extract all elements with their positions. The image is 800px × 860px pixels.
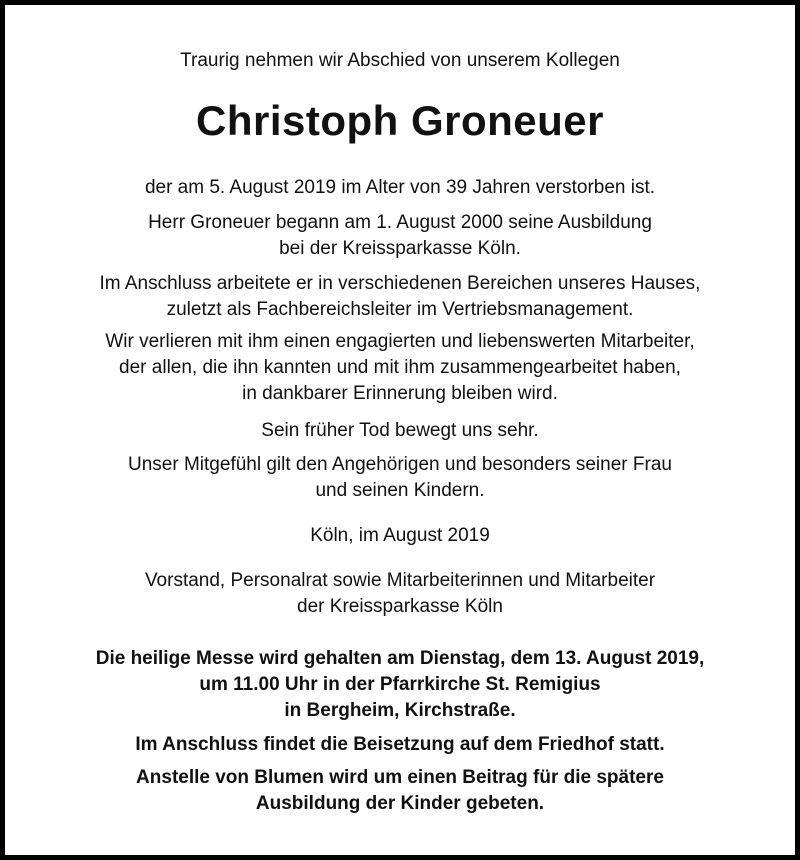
text-line: Sein früher Tod bewegt uns sehr. <box>261 420 539 441</box>
text-line: in dankbarer Erinnerung bleiben wird. <box>242 383 558 404</box>
text-line: der allen, die ihn kannten und mit ihm zusammengearbeitet haben, <box>119 357 681 378</box>
paragraph-condolence <box>20 452 780 504</box>
text-line: in Bergheim, Kirchstraße. <box>284 700 516 721</box>
text-line: bei der Kreissparkasse Köln. <box>279 238 521 259</box>
text-line: Im Anschluss arbeitete er in verschiedenen Bereichen unseres Hauses, <box>99 273 701 294</box>
text-line: Unser Mitgefühl gilt den Angehörigen und besonders seiner Frau <box>128 454 672 475</box>
text-line: Die heilige Messe wird gehalten am Dienstag, dem 13. August 2019, <box>95 648 705 669</box>
service-details <box>20 646 780 724</box>
signature <box>20 568 780 620</box>
paragraph-career-start <box>20 210 780 262</box>
text-line: Im Anschluss findet die Beisetzung auf dem Friedhof statt. <box>135 734 665 755</box>
paragraph-grief <box>20 418 780 444</box>
intro-line: Traurig nehmen wir Abschied von unserem Kollegen <box>180 50 620 71</box>
paragraph-career <box>20 271 780 323</box>
place-date <box>20 523 780 549</box>
burial-note <box>20 732 780 758</box>
text-line: der Kreissparkasse Köln <box>297 596 503 617</box>
text-line: Wir verlieren mit ihm einen engagierten und liebenswerten Mitarbeiter, <box>105 331 695 352</box>
text-line: Köln, im August 2019 <box>310 525 490 546</box>
text-line: um 11.00 Uhr in der Pfarrkirche St. Remigius <box>199 674 601 695</box>
text-line: Ausbildung der Kinder gebeten. <box>255 793 545 814</box>
deceased-name: Christoph Groneuer <box>195 97 605 144</box>
text-line: Anstelle von Blumen wird um einen Beitrag für die spätere <box>136 767 664 788</box>
paragraph-death-date <box>20 175 780 201</box>
paragraph-remembrance <box>20 329 780 407</box>
text-line: zuletzt als Fachbereichsleiter im Vertriebsmanagement. <box>166 299 634 320</box>
text-line: der am 5. August 2019 im Alter von 39 Jahren verstorben ist. <box>144 177 656 198</box>
text-line: Vorstand, Personalrat sowie Mitarbeiterinnen und Mitarbeiter <box>144 570 656 591</box>
text-line: Herr Groneuer begann am 1. August 2000 seine Ausbildung <box>148 212 652 233</box>
donation-request <box>20 765 780 817</box>
text-line: und seinen Kindern. <box>315 480 485 501</box>
